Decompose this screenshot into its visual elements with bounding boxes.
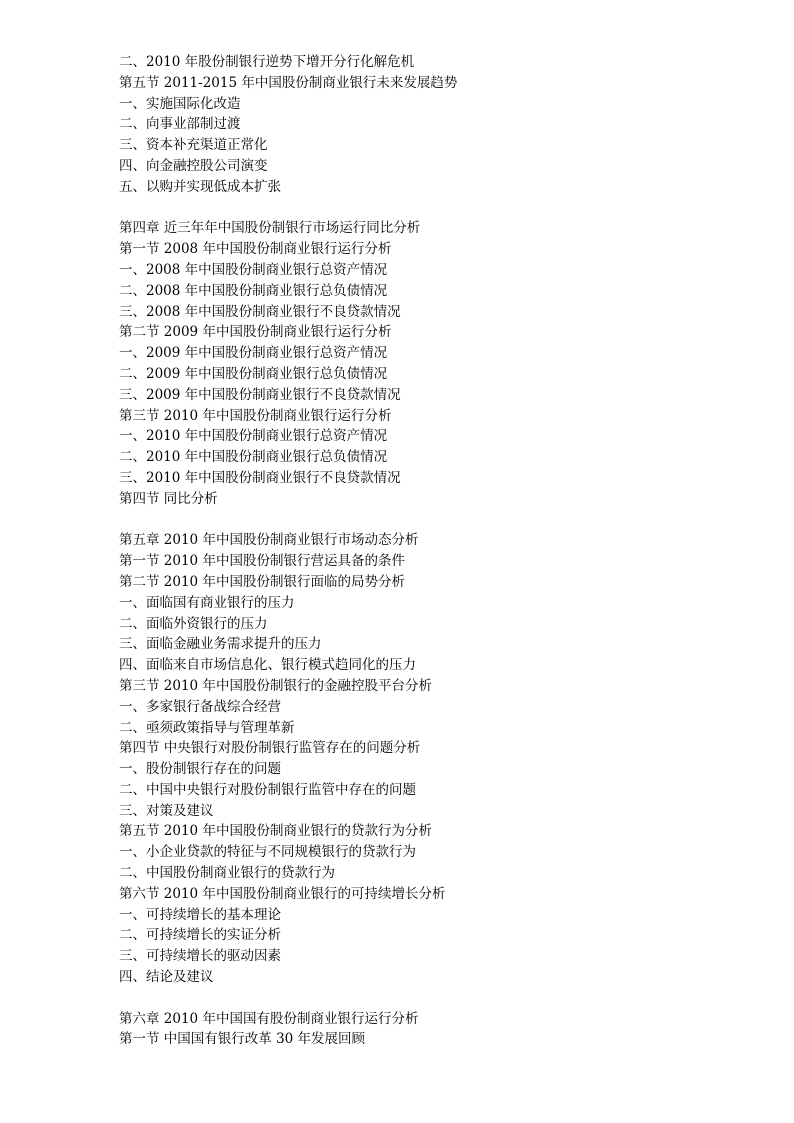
toc-line: 一、小企业贷款的特征与不同规模银行的贷款行为 <box>119 844 416 861</box>
toc-line: 一、多家银行备战综合经营 <box>119 698 281 715</box>
toc-section-heading: 第二节 2009 年中国股份制商业银行运行分析 <box>119 324 392 341</box>
toc-line: 三、2009 年中国股份制商业银行不良贷款情况 <box>119 386 401 403</box>
toc-line: 三、可持续增长的驱动因素 <box>119 948 281 965</box>
toc-line: 二、亟须政策指导与管理革新 <box>119 719 295 736</box>
toc-line: 二、面临外资银行的压力 <box>119 615 268 632</box>
toc-chapter-heading: 第六章 2010 年中国国有股份制商业银行运行分析 <box>119 1010 419 1027</box>
toc-section-heading: 第一节 2008 年中国股份制商业银行运行分析 <box>119 241 392 258</box>
toc-line: 五、以购并实现低成本扩张 <box>119 178 281 195</box>
toc-line: 一、股份制银行存在的问题 <box>119 761 281 778</box>
toc-line: 一、面临国有商业银行的压力 <box>119 594 295 611</box>
toc-section-heading: 第五节 2011-2015 年中国股份制商业银行未来发展趋势 <box>119 74 458 91</box>
toc-line: 二、2009 年中国股份制商业银行总负债情况 <box>119 365 388 382</box>
toc-line: 三、面临金融业务需求提升的压力 <box>119 636 322 653</box>
toc-line: 二、中国股份制商业银行的贷款行为 <box>119 865 335 882</box>
toc-line: 二、中国中央银行对股份制银行监管中存在的问题 <box>119 781 416 798</box>
toc-line: 三、2010 年中国股份制商业银行不良贷款情况 <box>119 469 401 486</box>
document-page <box>119 52 759 1050</box>
toc-line: 一、2009 年中国股份制商业银行总资产情况 <box>119 345 388 362</box>
toc-section-heading: 第五节 2010 年中国股份制商业银行的贷款行为分析 <box>119 823 432 840</box>
toc-line: 二、向事业部制过渡 <box>119 116 241 133</box>
toc-section-heading: 第一节 2010 年中国股份制银行营运具备的条件 <box>119 553 405 570</box>
paragraph-gap <box>119 988 759 1009</box>
toc-line: 四、面临来自市场信息化、银行模式趋同化的压力 <box>119 657 416 674</box>
toc-line: 四、结论及建议 <box>119 969 214 986</box>
toc-line: 二、2010 年中国股份制商业银行总负债情况 <box>119 449 388 466</box>
toc-line: 三、资本补充渠道正常化 <box>119 137 268 154</box>
toc-section-heading: 第三节 2010 年中国股份制银行的金融控股平台分析 <box>119 677 432 694</box>
toc-chapter-heading: 第五章 2010 年中国股份制商业银行市场动态分析 <box>119 532 419 549</box>
paragraph-gap <box>119 510 759 531</box>
toc-line: 二、2008 年中国股份制商业银行总负债情况 <box>119 282 388 299</box>
toc-chapter-heading: 第四章 近三年年中国股份制银行市场运行同比分析 <box>119 220 421 237</box>
toc-section-heading: 第一节 中国国有银行改革 30 年发展回顾 <box>119 1031 366 1048</box>
paragraph-gap <box>119 198 759 219</box>
toc-line: 三、对策及建议 <box>119 802 214 819</box>
toc-line: 二、可持续增长的实证分析 <box>119 927 281 944</box>
toc-line: 一、可持续增长的基本理论 <box>119 906 281 923</box>
toc-section-heading: 第三节 2010 年中国股份制商业银行运行分析 <box>119 407 392 424</box>
toc-section-heading: 第四节 中央银行对股份制银行监管存在的问题分析 <box>119 740 421 757</box>
toc-line: 二、2010 年股份制银行逆势下增开分行化解危机 <box>119 54 415 70</box>
toc-line: 一、2010 年中国股份制商业银行总资产情况 <box>119 428 388 445</box>
toc-line: 一、2008 年中国股份制商业银行总资产情况 <box>119 261 388 278</box>
toc-section-heading: 第二节 2010 年中国股份制银行面临的局势分析 <box>119 573 405 590</box>
toc-section-heading: 第四节 同比分析 <box>119 490 218 507</box>
toc-line: 四、向金融控股公司演变 <box>119 157 268 174</box>
toc-line: 三、2008 年中国股份制商业银行不良贷款情况 <box>119 303 401 320</box>
toc-line: 一、实施国际化改造 <box>119 95 241 112</box>
toc-section-heading: 第六节 2010 年中国股份制商业银行的可持续增长分析 <box>119 885 446 902</box>
